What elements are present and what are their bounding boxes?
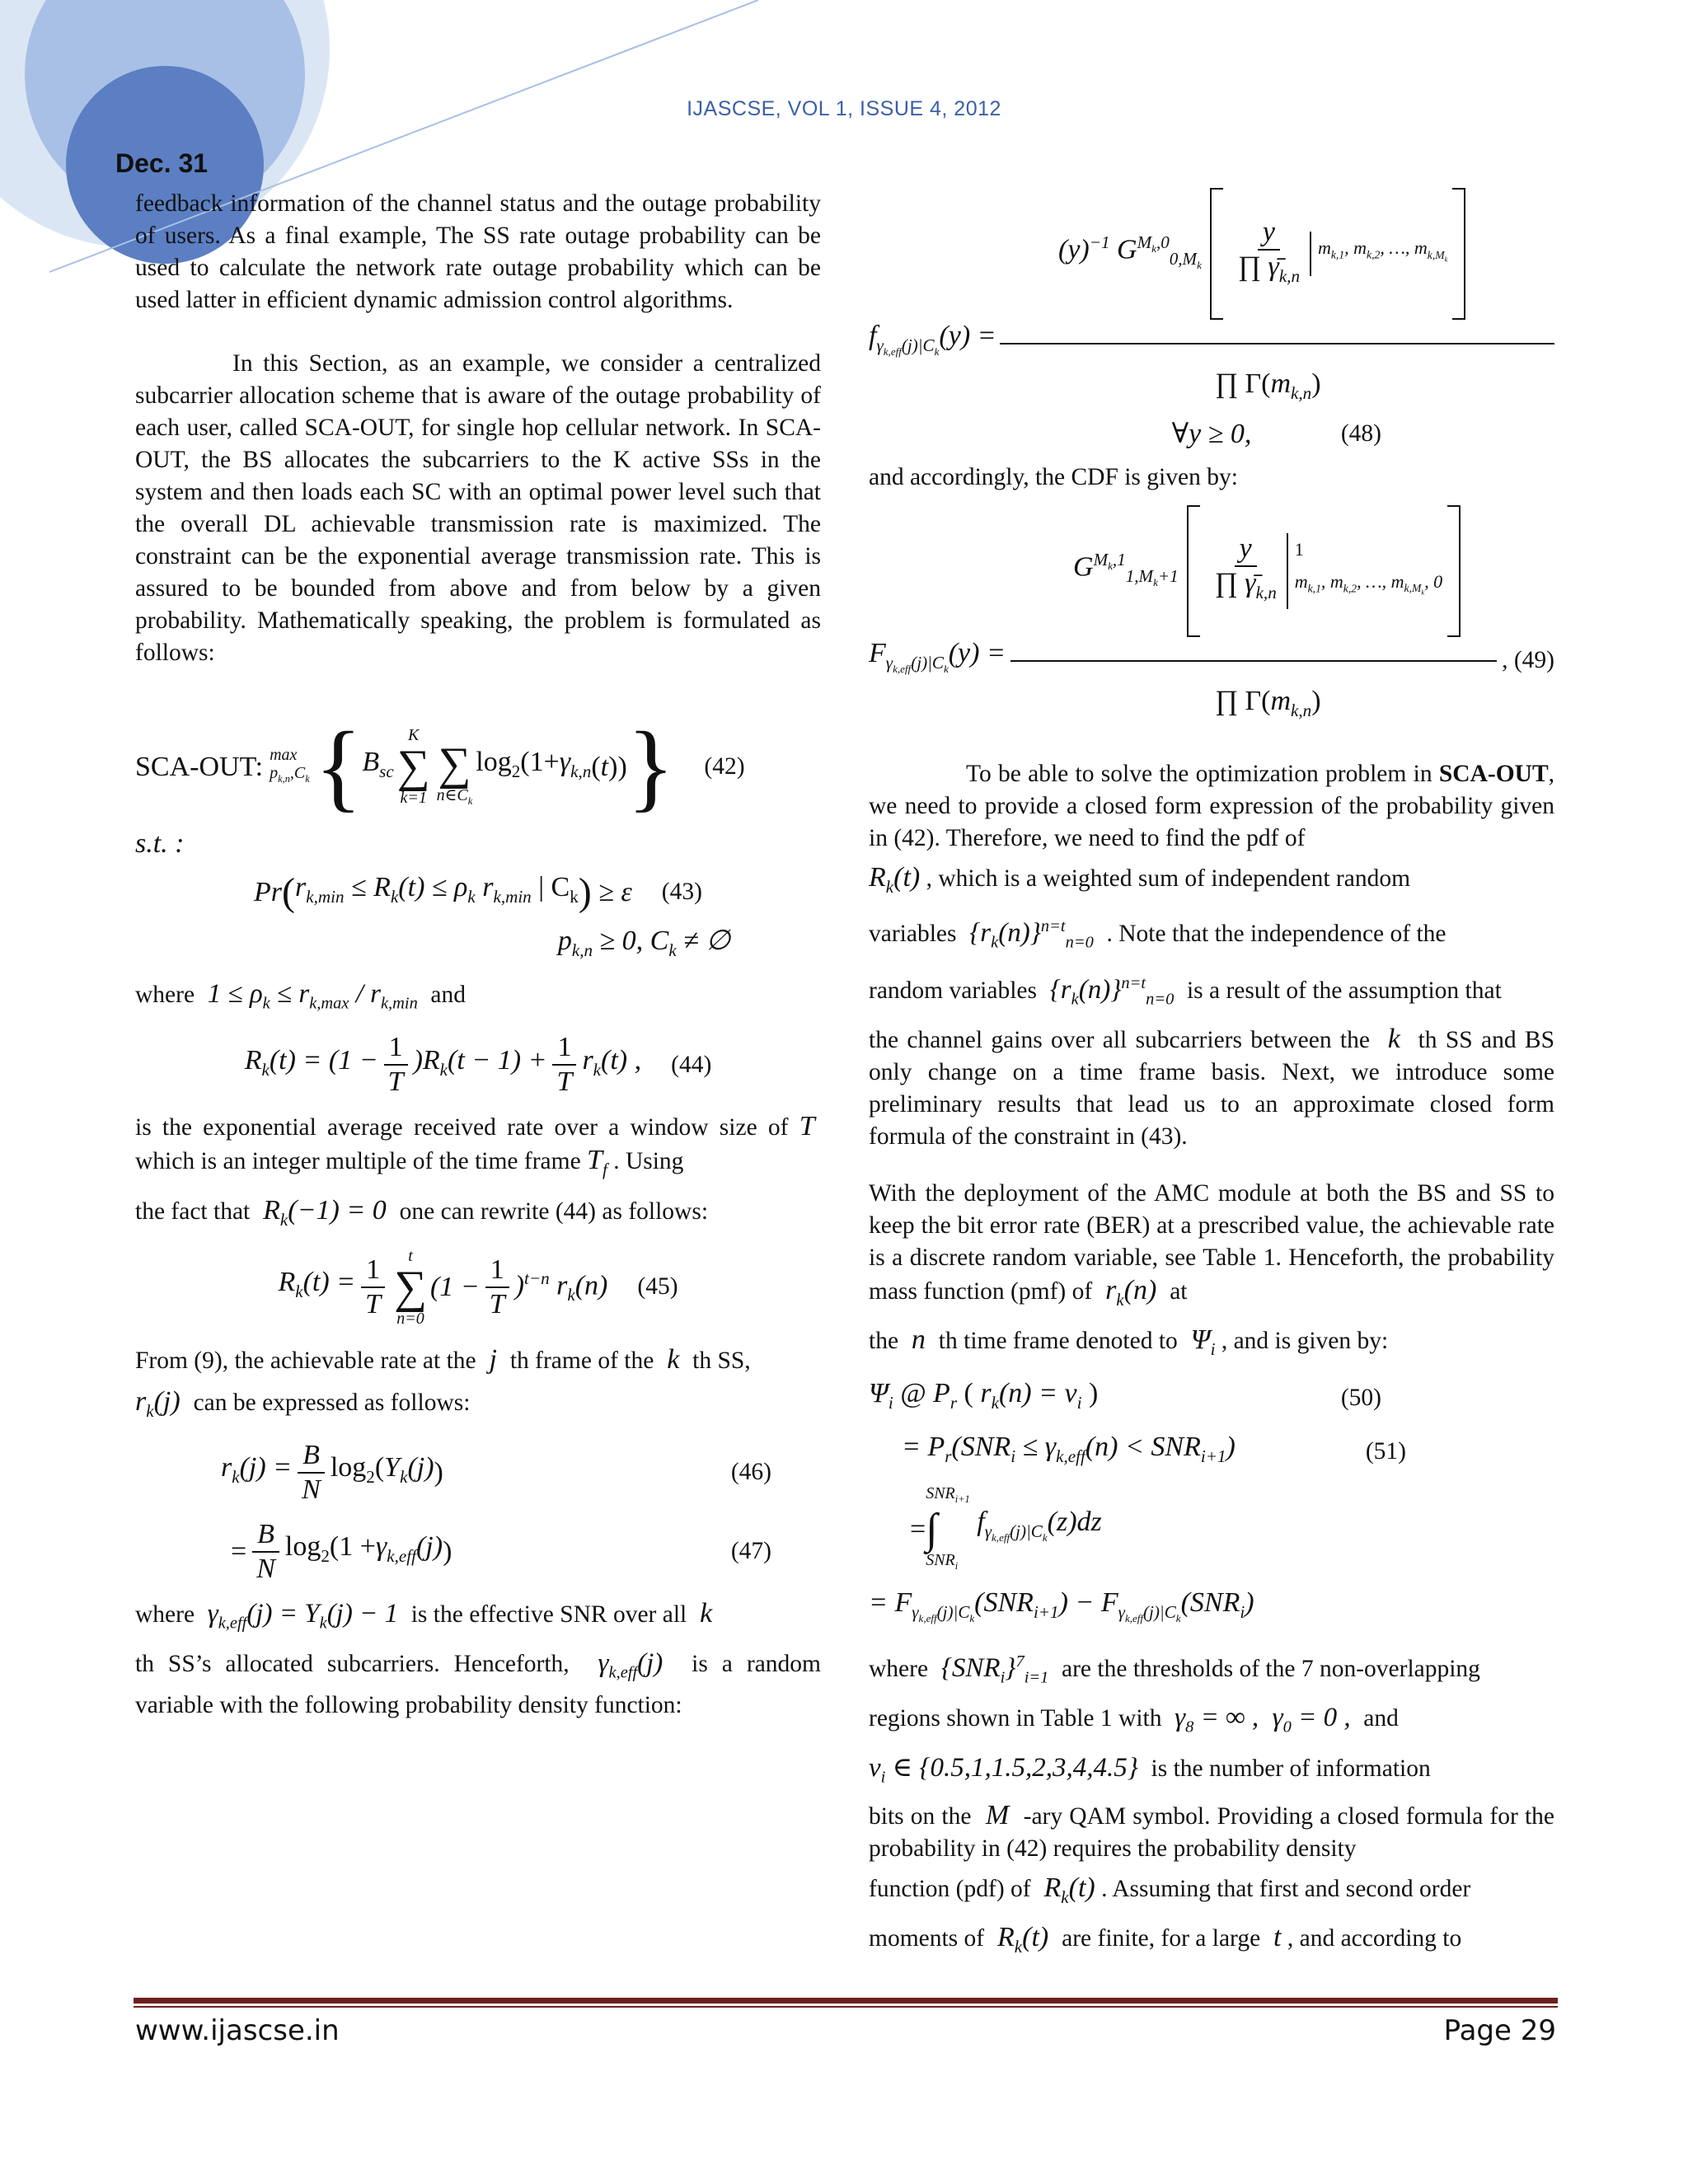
equation-number: (42): [704, 752, 745, 780]
equation-number: (51): [1365, 1437, 1406, 1465]
text: To be able to solve the optimization problem in: [966, 760, 1439, 787]
text: the fact that: [135, 1197, 251, 1225]
text: , which is a weighted sum of independent random: [926, 865, 1411, 892]
text: at: [1170, 1277, 1188, 1305]
equation-number: (45): [637, 1273, 678, 1301]
text: function (pdf) of: [869, 1875, 1031, 1902]
text: . Using: [613, 1148, 684, 1175]
equation-49: $G^{M_k,1}_{1,M_k+1}$ $\frac{y}{\prod \gammā_{k,n}}$ 1 $m_{k,1}$, $m_{k,2}$, …, $m_{k,M_k}$, 0 $F_{\gamma_{k,eff}(j)|C_k}(y)$ = , (49) ∏ $\Gamma(m_{k,n})$: [869, 505, 1554, 727]
text: the channel gains over all subcarriers between the: [869, 1026, 1370, 1053]
footer-rule: [134, 1998, 1558, 2004]
text: th frame of the: [509, 1347, 654, 1374]
text: From (9), the achievable rate at the: [135, 1347, 476, 1374]
equation-number: (44): [671, 1051, 712, 1078]
issue-date: Dec. 31: [115, 148, 209, 178]
paragraph: variables $\{r_k(n)\}^{n=t}_{n=0}$ . Note that the independence of the: [869, 917, 1447, 952]
equation-43-constraint: $p_{k,n} \ge 0$, $C_k$ ≠ ∅: [557, 925, 730, 960]
text: random variables: [869, 977, 1037, 1004]
paragraph: $\nu_i$ ∈ {0.5,1,1.5,2,3,4,4.5} is the number of information: [869, 1752, 1431, 1787]
paragraph: the fact that $R_k(-1) = 0$ one can rewrite (44) as follows:: [135, 1194, 709, 1230]
text: and: [430, 981, 467, 1008]
paragraph: With the deployment of the AMC module at both the BS and SS to keep the bit error rate (BER) at a prescribed value, the achievable rate is a discrete random variable, see Table 1. Henceforth, the probability mass function (pmf) of $r_k(n)$ at: [869, 1179, 1554, 1310]
st-text: s.t. :: [135, 828, 185, 859]
page-number: Page 29: [1443, 2014, 1556, 2047]
text: regions shown in Table 1 with: [869, 1705, 1162, 1732]
right-column: [869, 188, 1554, 1963]
text: th SS’s allocated subcarriers. Henceforth,: [135, 1651, 570, 1678]
text: is a random variable with the following probability density function:: [135, 1651, 821, 1718]
equation-51-cdf: = $F_{\gamma_{k,eff}(j)|C_k}(SNR_{i+1}) - F_{\gamma_{k,eff}(j)|C_k}(SNR_i)$: [869, 1586, 1254, 1624]
footer-rule-thin: [134, 2006, 1558, 2008]
text: -ary QAM symbol. Providing a closed formula for the probability in (42) requires the probability density: [869, 1802, 1555, 1862]
equation-44: $R_k(t) = (1$ − $\frac{1}{T}$ )$R_k(t - 1)$ + $\frac{1}{T}$ $r_k(t)$ , (44): [244, 1032, 712, 1098]
paragraph: bits on the M -ary QAM symbol. Providing a closed formula for the probability in (42) requires the probability density: [869, 1799, 1555, 1862]
text: the: [869, 1328, 899, 1355]
equation-46: $r_k(j)$ = $\frac{B}{N}$ $\log_2$( $Y_k(j)$ ) (46): [221, 1439, 771, 1505]
text: . Assuming that first and second order: [1101, 1875, 1471, 1902]
equation-number: (43): [661, 878, 702, 905]
text: where: [135, 981, 195, 1008]
equation-50: $\Psi_i$ @ $P_r$ ( $r_k(n) = \nu_i$ ) (50): [869, 1377, 1554, 1419]
text: variables: [869, 921, 957, 948]
text: In this Section, as an example, we consider a centralized subcarrier allocation scheme that is aware of the outage probability of each user, called SCA-OUT, for single hop cellular network. In SCA-OUT, the BS allocates the subcarriers to the K active SSs in the system and then loads each SC with an optimal power level such that the overall DL achievable transmission rate is maximized. The constraint can be the exponential average transmission rate. This is assured to be bounded from above and from below by a given probability. Mathematically speaking, the problem is formulated as follows:: [135, 350, 821, 666]
paragraph: where $\{SNR_i\}^7_{i=1}$ are the thresholds of the 7 non-overlapping: [869, 1652, 1480, 1687]
text: moments of: [869, 1925, 985, 1952]
paragraph: where $1 \le \rho_k \le r_{k,max} / r_{k,min}$ and: [135, 978, 467, 1013]
text: where: [869, 1655, 929, 1682]
text: th time frame denoted to: [938, 1328, 1178, 1355]
text: which is an integer multiple of the time frame: [135, 1148, 581, 1175]
paragraph: is the exponential average received rate over a window size of T which is an integer multiple of the time frame $T_f$ . Using: [135, 1111, 815, 1179]
equation-number: , (49): [1502, 647, 1554, 674]
text: , we need to provide a closed form expression of the probability given in (42). Therefore, we need to find the pdf of: [869, 760, 1554, 851]
text: is the number of information: [1151, 1755, 1431, 1782]
equation-number: (47): [730, 1538, 771, 1565]
paragraph: [135, 348, 821, 669]
paragraph: function (pdf) of $R_k(t)$ . Assuming that first and second order: [869, 1872, 1471, 1907]
paragraph: the n th time frame denoted to $\Psi_i$ , and is given by:: [869, 1324, 1389, 1360]
paragraph: and accordingly, the CDF is given by:: [869, 463, 1238, 490]
text: , and according to: [1287, 1925, 1462, 1952]
bold-text: SCA-OUT: [1438, 760, 1549, 787]
equation-number: (48): [1340, 419, 1381, 447]
paragraph: $r_k(j)$ can be expressed as follows:: [135, 1385, 471, 1421]
paragraph: the channel gains over all subcarriers between the k th SS and BS only change on a time frame basis. Next, we introduce some preliminary results that lead us to an approximate closed form formula of the constraint in (43).: [869, 1023, 1555, 1150]
journal-header: IJASCSE, VOL 1, ISSUE 4, 2012: [687, 97, 1001, 120]
text: is the exponential average received rate over a window size of: [135, 1114, 789, 1141]
text: are the thresholds of the 7 non-overlapping: [1062, 1655, 1480, 1682]
paragraph: moments of $R_k(t)$ are finite, for a large t , and according to: [869, 1922, 1462, 1957]
equation-47: = $\frac{B}{N}$ $\log_2(1$ + $\gamma_{k,eff}(j)$ ) (47): [231, 1518, 771, 1584]
paragraph: From (9), the achievable rate at the j th frame of the k th SS,: [135, 1343, 751, 1375]
paragraph: $R_k(t)$ , which is a weighted sum of independent random: [869, 861, 1411, 897]
text: With the deployment of the AMC module at both the BS and SS to keep the bit error rate (BER) at a prescribed value, the achievable rate is a discrete random variable, see Table 1. Henceforth, the probability mass function (pmf) of: [869, 1179, 1554, 1305]
equation-number: (46): [730, 1459, 771, 1486]
text: th SS and BS only change on a time frame basis. Next, we introduce some preliminary results that lead us to an approximate closed form formula of the constraint in (43).: [869, 1026, 1555, 1150]
text: th SS,: [692, 1347, 751, 1374]
paragraph: random variables $\{r_k(n)\}^{n=t}_{n=0}$ is a result of the assumption that: [869, 973, 1502, 1009]
text: where: [135, 1601, 195, 1628]
text: are finite, for a large: [1062, 1925, 1261, 1952]
equation-48: $(y)^{-1}$ $G^{M_k,0}_{0,M_k}$ $\frac{y}{\prod \gammā_{k,n}}$ $m_{k,1}$, $m_{k,2}$, …, $m_{k,M_k}$ $f_{\gamma_{k,eff}(j)|C_k}(y)$ = ∏ $\Gamma(m_{k,n})$ ∀y ≥ 0, (48): [869, 188, 1554, 450]
paragraph: th SS’s allocated subcarriers. Henceforth, $\gamma_{k,eff}(j)$ is a random variable with the following probability density function:: [135, 1648, 821, 1718]
text: is a result of the assumption that: [1186, 977, 1502, 1004]
paragraph: where $\gamma_{k,eff}(j) = Y_k(j) - 1$ is the effective SNR over all k: [135, 1597, 713, 1633]
equation-43: Pr ( $r_{k,min} \le R_k(t) \le \rho_k$ $r_{k,min}$ | $C_k$ ) ≥ ε (43): [254, 869, 702, 914]
equation-51-integral: = $SNR_{i+1}$ ∫ $SNR_i$ $f_{\gamma_{k,eff}(j)|C_k}(z)dz$: [910, 1483, 1102, 1572]
equation-51: = $P_r(SNR_i \le \gamma_{k,eff}(n) < SNR_{i+1})$ (51): [869, 1431, 1554, 1473]
equation-45: $R_k(t)$ = $\frac{1}{T}$ t ∑ n=0 (1 − $\frac{1}{T}$ )$^{t-n}$ $r_k(n)$ (45): [278, 1246, 678, 1328]
text: can be expressed as follows:: [193, 1389, 471, 1416]
text: bits on the: [869, 1802, 972, 1830]
paragraph: regions shown in Table 1 with $\gamma_8$ = ∞ , $\gamma_0 = 0$ , and: [869, 1703, 1399, 1736]
text: , and is given by:: [1221, 1328, 1389, 1355]
eq-label: SCA-OUT:: [135, 751, 264, 782]
left-column: [135, 188, 821, 1722]
text: one can rewrite (44) as follows:: [399, 1197, 709, 1225]
equation-42: SCA-OUT: max $p_{k,n},C_k$ { $B_{sc}$ K ∑ k=1 ∑ $n\in C_k$ $\log_2(1+$ $\gamma_{k,n}$ ( t )) } (42): [135, 711, 745, 821]
st-label: [135, 827, 821, 860]
text: and: [1363, 1705, 1399, 1732]
text: is the effective SNR over all: [410, 1601, 687, 1628]
equation-number: (50): [1340, 1385, 1381, 1412]
text: . Note that the independence of the: [1106, 921, 1447, 948]
paragraph: [869, 758, 1554, 855]
footer-url: www.ijascse.in: [135, 2014, 340, 2047]
paragraph: feedback information of the channel status and the outage probability of users. As a final example, The SS rate outage probability can be used to calculate the network rate outage probability which can be used latter in efficient dynamic admission control algorithms.: [135, 190, 821, 313]
